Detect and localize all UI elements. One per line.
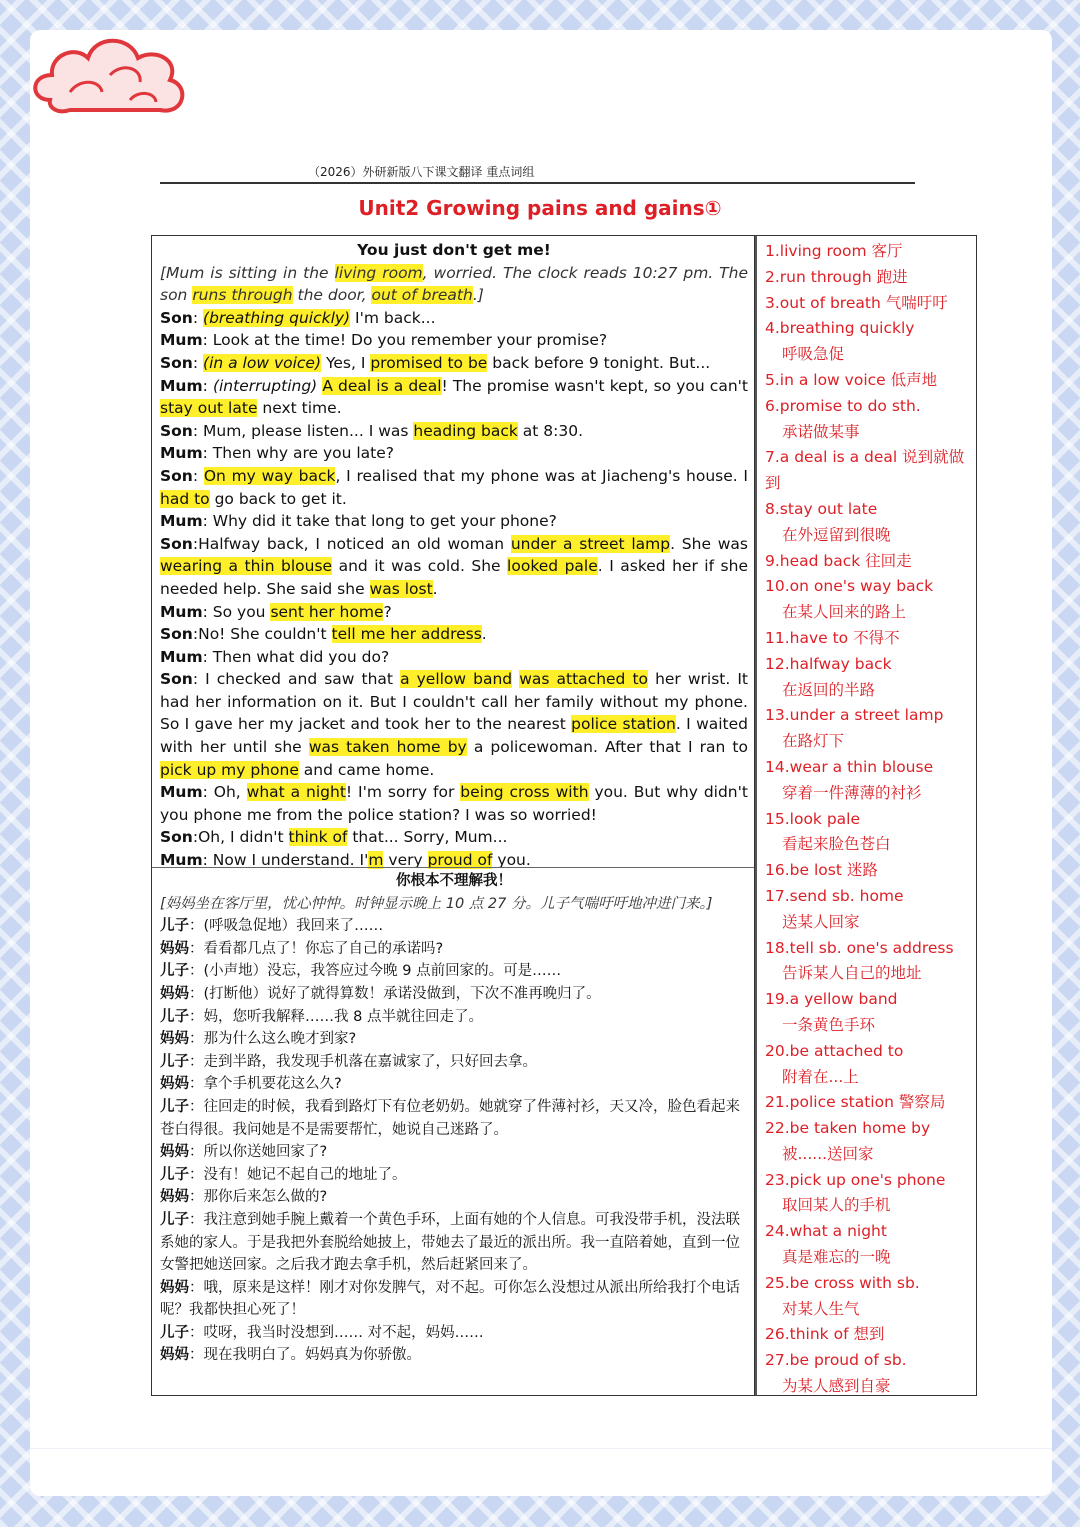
dialogue-line (160, 510, 748, 533)
highlighted-phrase: being cross with (460, 783, 589, 802)
speaker-label: 儿子 (160, 918, 189, 935)
speaker-label: 妈妈 (160, 1076, 189, 1093)
vocab-item: 2.run through 跑进 (765, 267, 908, 286)
line-text: : (202, 376, 213, 395)
vocab-meaning: 在路灯下 (782, 732, 845, 751)
translation-line (160, 1277, 748, 1322)
line-text: : (192, 828, 199, 847)
line-text: Why did it take that long to get your phone? (212, 512, 557, 531)
line-text: : (192, 534, 199, 553)
translation-line (160, 960, 748, 983)
vocab-item: 6.promise to do sth. (765, 396, 921, 415)
line-text: ：看看都几点了！你忘了自己的承诺吗? (189, 940, 444, 957)
line-text: (interrupting) (212, 376, 318, 395)
dialogue-line (160, 329, 748, 352)
dialogue-line (160, 826, 748, 849)
speaker-label: 妈妈 (160, 1144, 189, 1161)
dialogue-box (151, 235, 755, 1396)
highlighted-phrase: police station (571, 715, 676, 734)
highlighted-phrase: out of breath (371, 286, 473, 305)
page-title: Unit2 Growing pains and gains① (358, 196, 722, 220)
speaker-label: Son (160, 625, 193, 644)
stage-text: , worried. The clock reads 10:27 pm. The son (160, 263, 749, 305)
highlighted-phrase: what a night (246, 783, 346, 802)
vocab-meaning: 穿着一件薄薄的衬衫 (782, 783, 922, 802)
speaker-label: Son (160, 308, 193, 327)
highlighted-phrase: tell me her address (331, 625, 482, 644)
speaker-label: 妈妈 (160, 1279, 189, 1296)
line-text: ：(呼吸急促地）我回来了…… (189, 918, 384, 935)
line-text: ：往回走的时候，我看到路灯下有位老奶奶。她就穿了件薄衬衫，天又冷，脸色看起来苍白得很。我问她是不是需要帮忙，她说自己迷路了。 (160, 1098, 740, 1138)
speaker-label: Son (160, 466, 193, 485)
highlighted-phrase: was attached to (519, 670, 649, 689)
chinese-lines (160, 915, 748, 1367)
translation-line (160, 1209, 748, 1277)
line-text: ? (383, 602, 392, 621)
cloud-icon (30, 30, 190, 140)
line-text: ：没有！她记不起自己的地址了。 (189, 1166, 407, 1183)
line-text: Yes, I (321, 353, 371, 372)
vocab-item: 5.in a low voice 低声地 (765, 370, 938, 389)
vocab-item: 10.on one's way back (765, 577, 934, 596)
dialogue-line (160, 375, 748, 420)
speaker-label: 儿子 (160, 1053, 189, 1070)
section-divider (152, 867, 754, 868)
line-text: : (192, 670, 206, 689)
speaker-label: 妈妈 (160, 1189, 189, 1206)
chinese-stage-direction: [妈妈坐在客厅里，忧心忡忡。时钟显示晚上 10 点 27 分。儿子气喘吁吁地冲进门来。] (160, 895, 713, 912)
highlighted-phrase: sent her home (270, 602, 384, 621)
line-text: : (192, 625, 199, 644)
highlighted-phrase: living room (334, 263, 423, 282)
speaker-label: 妈妈 (160, 985, 189, 1002)
dialogue-line (160, 442, 748, 465)
vocab-item: 11.have to 不得不 (765, 628, 900, 647)
speaker-label: 儿子 (160, 963, 189, 980)
line-text: you. (492, 851, 531, 870)
dialogue-line (160, 623, 748, 646)
vocab-meaning: 对某人生气 (782, 1299, 860, 1318)
page-sheet (30, 30, 1052, 1496)
stage-text: [Mum is sitting in the (160, 263, 335, 282)
line-text: Then what did you do? (212, 647, 390, 666)
line-text: : (202, 851, 213, 870)
vocab-meaning: 附着在...上 (782, 1067, 859, 1086)
dialogue-line (160, 646, 748, 669)
line-text: : (202, 444, 213, 463)
speaker-label: Son (160, 421, 193, 440)
highlighted-phrase: had to (160, 489, 210, 508)
highlighted-phrase: looked pale (507, 557, 598, 576)
speaker-label: 妈妈 (160, 940, 189, 957)
line-text: So you (212, 602, 271, 621)
line-text: : (192, 466, 204, 485)
line-text: and came home. (298, 760, 435, 779)
line-text: Oh, I didn't (198, 828, 289, 847)
vocab-item: 25.be cross with sb. (765, 1273, 920, 1292)
line-text: I checked and saw that (205, 670, 401, 689)
highlighted-phrase: runs through (192, 286, 293, 305)
translation-line (160, 915, 748, 938)
dialogue-line (160, 668, 748, 781)
line-text: . She was (670, 534, 748, 553)
translation-line (160, 1141, 748, 1164)
speaker-label: Mum (160, 851, 203, 870)
line-text: : (192, 421, 204, 440)
line-text: Mum, please listen... I was (203, 421, 414, 440)
highlighted-phrase: (in a low voice) (203, 353, 322, 372)
line-text: Then why are you late? (212, 444, 395, 463)
speaker-label: 妈妈 (160, 1031, 189, 1048)
speaker-label: Mum (160, 647, 203, 666)
translation-line (160, 1344, 748, 1367)
vocab-meaning: 在返回的半路 (782, 680, 876, 699)
line-text: at 8:30. (517, 421, 584, 440)
speaker-label: 儿子 (160, 1211, 189, 1228)
line-text: : (202, 512, 213, 531)
line-text: . I asked her if she needed help. She said she (160, 557, 748, 598)
highlighted-phrase: under a street lamp (510, 534, 671, 553)
vocab-item: 19.a yellow band (765, 990, 898, 1009)
document-header (160, 160, 915, 184)
line-text: ：哦，原来是这样！刚才对你发脾气，对不起。可你怎么没想过从派出所给我打个电话呢？我都快担心死了！ (160, 1279, 740, 1319)
speaker-label: 妈妈 (160, 1347, 189, 1364)
english-heading: You just don't get me! (357, 241, 551, 259)
highlighted-phrase: heading back (413, 421, 518, 440)
vocab-item: 27.be proud of sb. (765, 1351, 907, 1370)
dialogue-line (160, 849, 748, 872)
vocab-meaning: 送某人回家 (782, 912, 860, 931)
highlighted-phrase: was lost (369, 579, 433, 598)
line-text: ：我注意到她手腕上戴着一个黄色手环，上面有她的个人信息。可我没带手机，没法联系她的家人。于是我把外套脱给她披上，带她去了最近的派出所。我一直陪着她，直到一位女警把她送回家。之后我才跑去拿手机，然后赶紧回来了。 (160, 1211, 740, 1274)
line-text: that... Sorry, Mum... (347, 828, 508, 847)
line-text: ：现在我明白了。妈妈真为你骄傲。 (189, 1347, 421, 1364)
speaker-label: Mum (160, 376, 203, 395)
vocab-item: 18.tell sb. one's address (765, 938, 954, 957)
line-text: . (481, 625, 487, 644)
english-lines (160, 307, 748, 872)
translation-line (160, 1051, 748, 1074)
highlighted-phrase: (breathing quickly) (203, 308, 351, 327)
vocab-meaning: 被......送回家 (782, 1144, 874, 1163)
vocab-meaning: 在外逗留到很晚 (782, 525, 891, 544)
chinese-translation (160, 870, 748, 1367)
dialogue-line (160, 420, 748, 443)
highlighted-phrase: On my way back (203, 466, 336, 485)
highlighted-phrase: think of (288, 828, 348, 847)
vocab-item: 13.under a street lamp (765, 706, 944, 725)
vocab-item: 4.breathing quickly (765, 319, 915, 338)
translation-line (160, 1186, 748, 1209)
highlighted-phrase: proud of (427, 851, 493, 870)
dialogue-line (160, 352, 748, 375)
line-text: : (202, 783, 214, 802)
line-text: ：(小声地）没忘，我答应过今晚 9 点前回家的。可是…… (189, 963, 562, 980)
line-text: ：那为什么这么晚才到家? (189, 1031, 357, 1048)
line-text: a policewoman. After that I ran to (466, 738, 748, 757)
highlighted-phrase: A deal is a deal (322, 376, 442, 395)
vocab-list (765, 239, 975, 1400)
vocab-item: 15.look pale (765, 809, 861, 828)
vocab-item: 7.a deal is a deal 说到就做到 (765, 448, 965, 493)
vocab-item: 14.wear a thin blouse (765, 757, 934, 776)
vocab-item: 12.halfway back (765, 654, 892, 673)
line-text: : (192, 353, 204, 372)
line-text: ：走到半路，我发现手机落在嘉诚家了，只好回去拿。 (189, 1053, 537, 1070)
footer-line (30, 1448, 1052, 1449)
vocab-item: 17.send sb. home (765, 886, 904, 905)
vocab-meaning: 在某人回来的路上 (782, 603, 907, 622)
line-text: No! She couldn't (198, 625, 332, 644)
line-text: her wrist. It had her information on it. But I couldn't call her family without my phone. So I gave her my jacket and took her to the nearest (160, 670, 748, 734)
highlighted-phrase: pick up my phone (160, 760, 299, 779)
line-text: , I realised that my phone was at Jiacheng's house. I (335, 466, 748, 485)
line-text: ：拿个手机要花这么久? (189, 1076, 342, 1093)
speaker-label: Mum (160, 444, 203, 463)
vocab-meaning: 为某人感到自豪 (782, 1377, 891, 1396)
line-text: Now I understand. I' (212, 851, 369, 870)
speaker-label: Son (160, 670, 193, 689)
translation-line (160, 1164, 748, 1187)
dialogue-line (160, 601, 748, 624)
vocab-meaning: 告诉某人自己的地址 (782, 964, 922, 983)
highlighted-phrase: a yellow band (400, 670, 513, 689)
line-text: you. But why didn't you phone me from the police station? I was so worried! (160, 783, 748, 824)
translation-line (160, 1028, 748, 1051)
vocab-item: 26.think of 想到 (765, 1325, 885, 1344)
vocab-meaning: 看起来脸色苍白 (782, 835, 891, 854)
dialogue-line (160, 781, 748, 826)
speaker-label: Son (160, 534, 193, 553)
line-text: : (202, 602, 213, 621)
line-text: I'm back... (350, 308, 436, 327)
stage-direction (160, 262, 748, 307)
vocab-meaning: 真是难忘的一晚 (782, 1248, 891, 1267)
vocab-item: 21.police station 警察局 (765, 1093, 946, 1112)
vocab-item: 24.what a night (765, 1222, 887, 1241)
header-text: （2026）外研新版八下课文翻译 重点词组 (308, 165, 535, 179)
dialogue-line (160, 533, 748, 601)
vocab-item: 3.out of breath 气喘吁吁 (765, 293, 948, 312)
line-text: : (192, 308, 204, 327)
vocab-item: 20.be attached to (765, 1041, 904, 1060)
speaker-label: Son (160, 828, 193, 847)
vocab-item: 1.living room 客厅 (765, 242, 903, 260)
vocab-item: 23.pick up one's phone (765, 1170, 946, 1189)
line-text: ：哎呀，我当时没想到…… 对不起，妈妈…… (189, 1324, 484, 1341)
dialogue-line (160, 307, 748, 330)
english-dialogue (160, 239, 748, 872)
speaker-label: Mum (160, 512, 203, 531)
line-text: Halfway back, I noticed an old woman (198, 534, 511, 553)
line-text: ! The promise wasn't kept, so you can't (441, 376, 748, 395)
chinese-heading: 你根本不理解我！ (396, 873, 512, 889)
vocab-box (755, 235, 977, 1396)
speaker-label: Mum (160, 783, 203, 802)
line-text: back before 9 tonight. But... (487, 353, 711, 372)
speaker-label: Mum (160, 602, 203, 621)
speaker-label: Son (160, 353, 193, 372)
translation-line (160, 1096, 748, 1141)
line-text: very (383, 851, 428, 870)
highlighted-phrase: stay out late (160, 399, 258, 418)
vocab-item: 22.be taken home by (765, 1119, 931, 1138)
line-text: Oh, (213, 783, 247, 802)
line-text: ：所以你送她回家了? (189, 1144, 328, 1161)
highlighted-phrase: wearing a thin blouse (160, 557, 333, 576)
translation-line (160, 1322, 748, 1345)
line-text: ：妈，您听我解释……我 8 点半就往回走了。 (189, 1008, 483, 1025)
vocab-item: 8.stay out late (765, 499, 878, 518)
line-text: ：(打断他）说好了就得算数！承诺没做到，下次不准再晚归了。 (189, 985, 601, 1002)
speaker-label: Mum (160, 331, 203, 350)
highlighted-phrase: was taken home by (308, 738, 467, 757)
stage-text: .] (472, 286, 484, 305)
speaker-label: 儿子 (160, 1098, 189, 1115)
vocab-meaning: 呼吸急促 (782, 345, 845, 364)
vocab-meaning: 一条黄色手环 (782, 1015, 876, 1034)
line-text: . I waited with her until she (160, 715, 748, 757)
line-text: ! I'm sorry for (345, 783, 461, 802)
vocab-meaning: 承诺做某事 (782, 422, 860, 441)
vocab-item: 16.be lost 迷路 (765, 861, 878, 880)
line-text: and it was cold. She (332, 557, 508, 576)
line-text: : (202, 331, 213, 350)
line-text: : (202, 647, 213, 666)
speaker-label: 儿子 (160, 1324, 189, 1341)
line-text: next time. (257, 399, 342, 418)
vocab-meaning: 取回某人的手机 (782, 1196, 891, 1215)
vocab-item: 9.head back 往回走 (765, 551, 912, 570)
line-text: . (432, 579, 438, 598)
highlighted-phrase: promised to be (370, 353, 488, 372)
stage-text: the door, (292, 286, 372, 305)
line-text: go back to get it. (209, 489, 347, 508)
highlighted-phrase: m (368, 851, 384, 870)
speaker-label: 儿子 (160, 1166, 189, 1183)
translation-line (160, 1006, 748, 1029)
translation-line (160, 983, 748, 1006)
dialogue-line (160, 465, 748, 510)
line-text: Look at the time! Do you remember your promise? (212, 331, 608, 350)
translation-line (160, 1073, 748, 1096)
speaker-label: 儿子 (160, 1008, 189, 1025)
line-text: ：那你后来怎么做的? (189, 1189, 328, 1206)
translation-line (160, 938, 748, 961)
